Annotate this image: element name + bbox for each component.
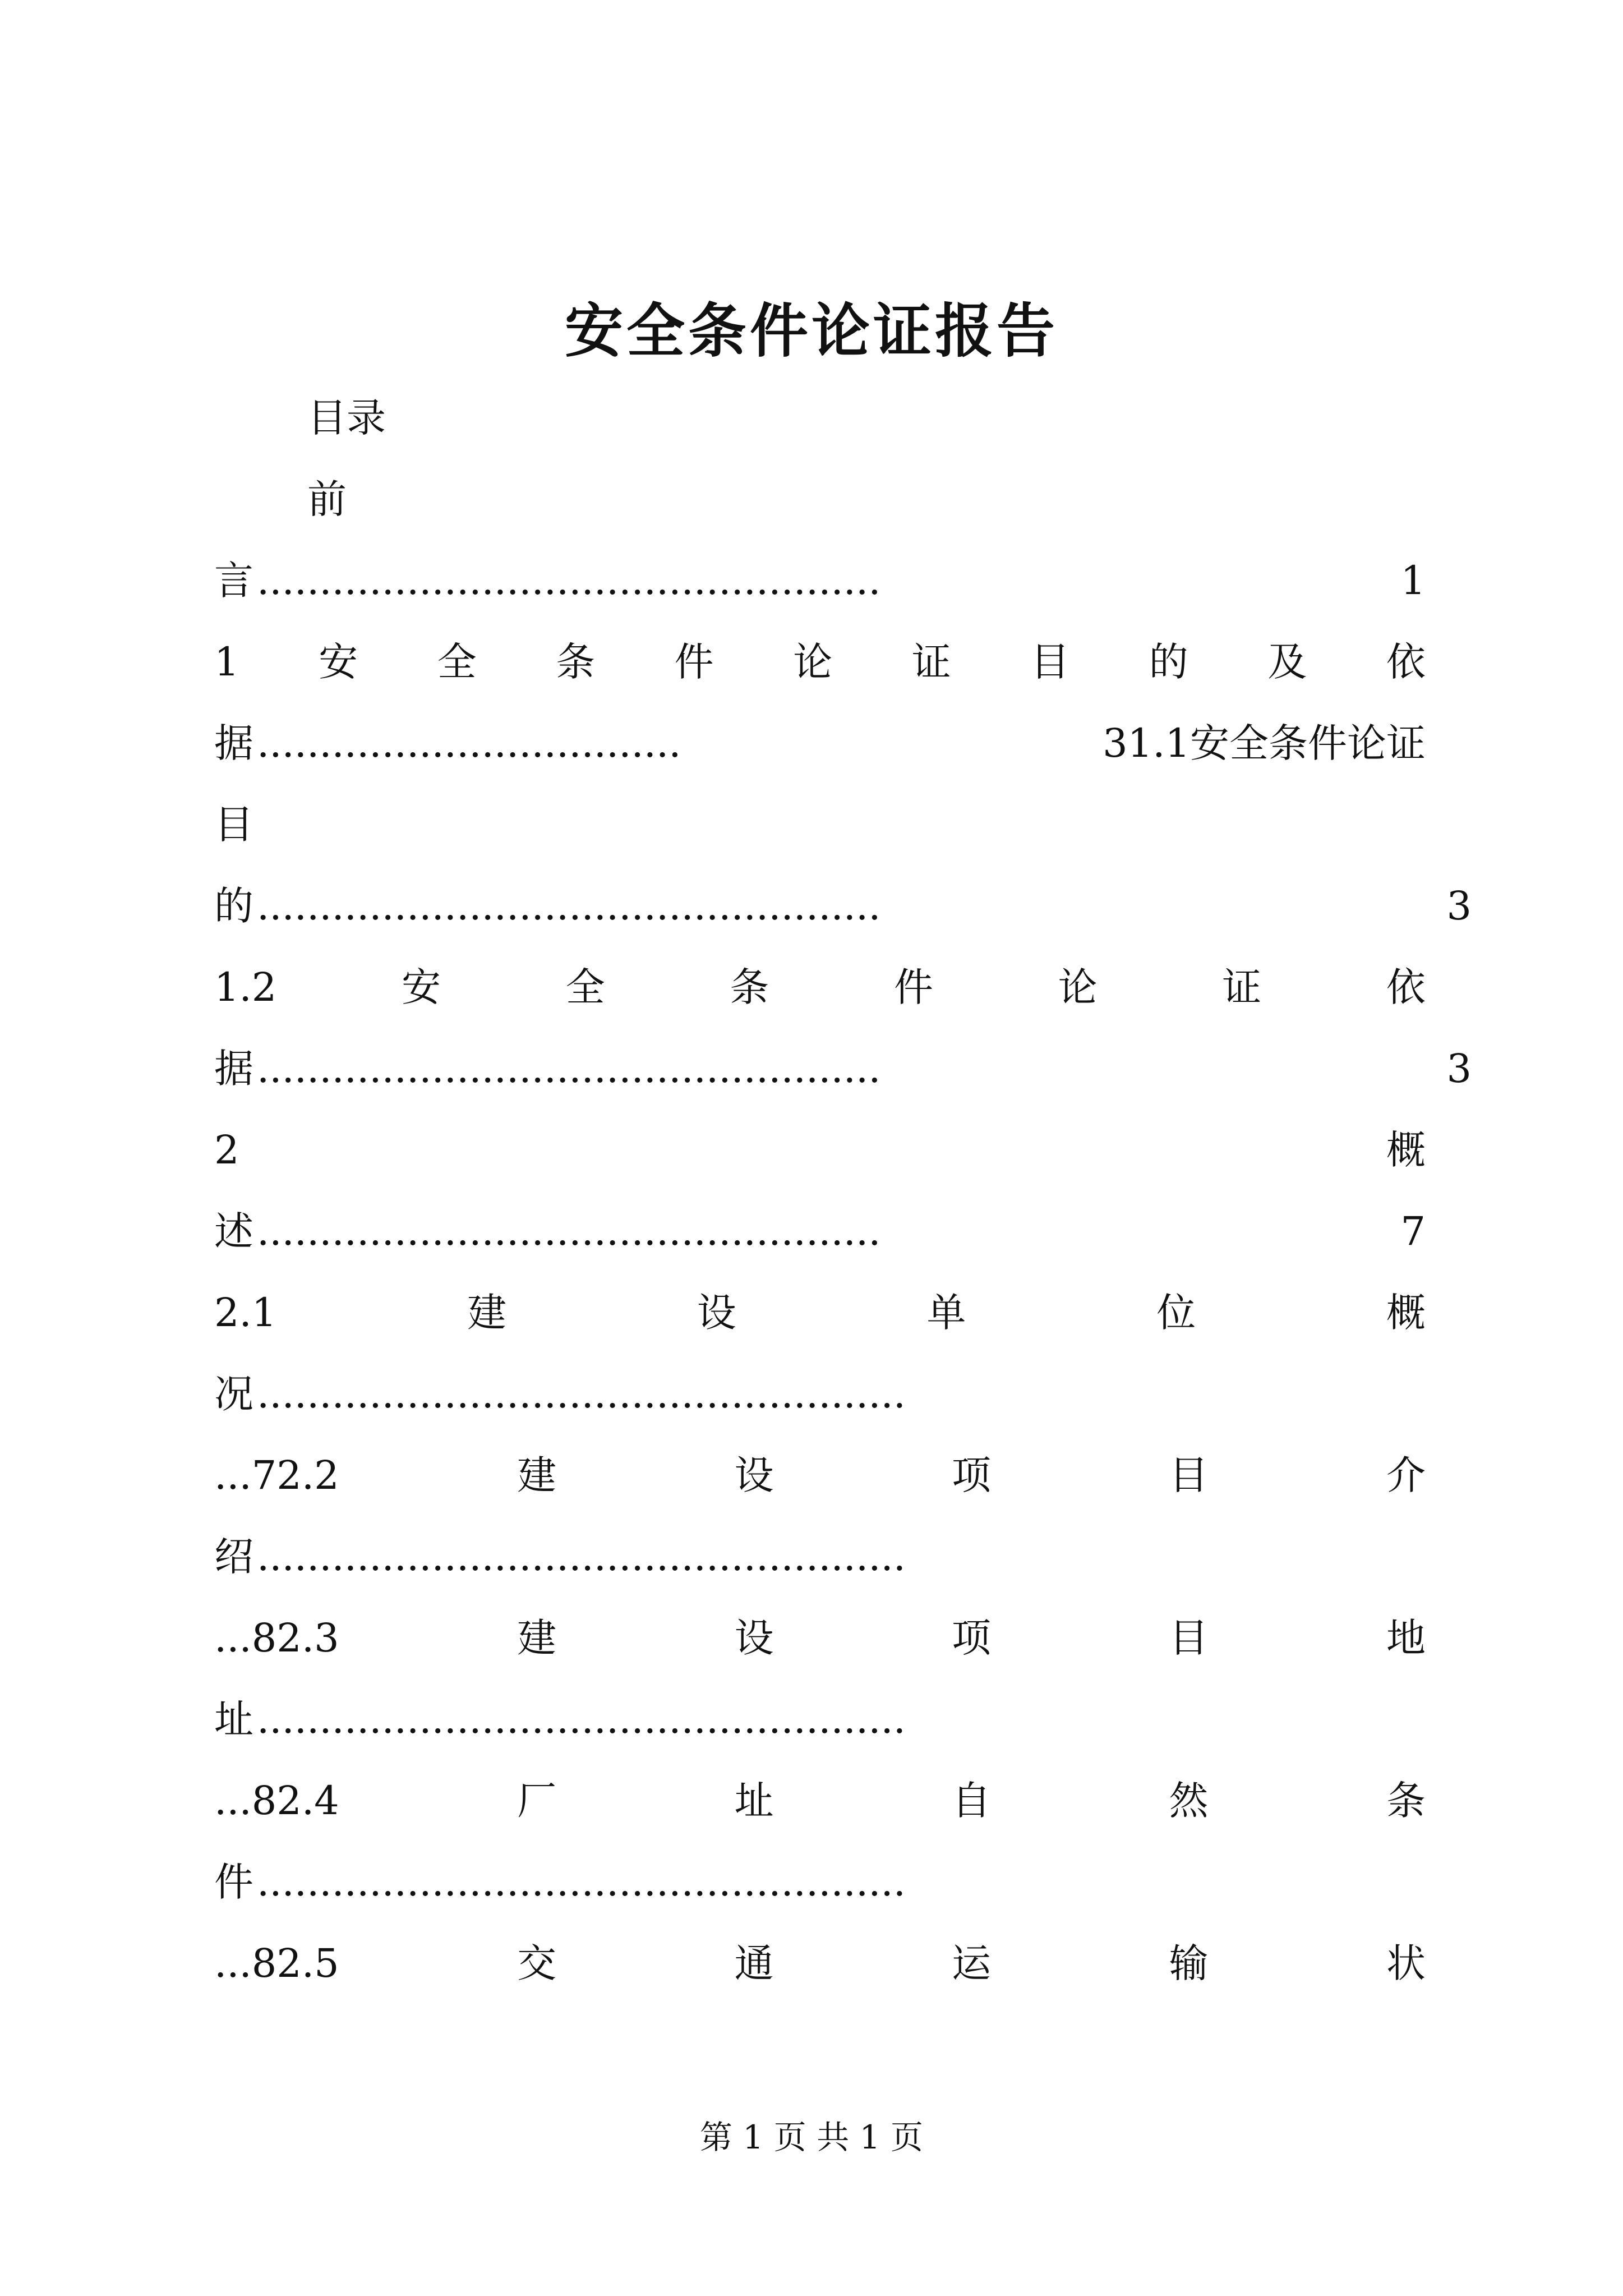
toc-char: 运 (952, 1940, 992, 1986)
toc-char: 件 (893, 964, 933, 1010)
toc-char: 件 (674, 639, 714, 685)
toc-label: 况 (214, 1371, 253, 1417)
toc-char: 安 (401, 964, 441, 1010)
toc-line (214, 1610, 1426, 1666)
toc-leader-dots: .................................. (257, 720, 681, 766)
toc-char: 地 (1386, 1615, 1426, 1661)
toc-label: 据 (214, 1046, 253, 1092)
toc-leader-dots: .................................................. (257, 558, 881, 604)
toc-section-number: 1 (214, 639, 239, 685)
toc-char: 建 (517, 1452, 557, 1498)
toc-line (214, 553, 1426, 609)
toc-char: 概 (1386, 1127, 1426, 1173)
toc-line (214, 1854, 1472, 1910)
toc-char: 位 (1156, 1290, 1196, 1336)
toc-char: 论 (1058, 964, 1098, 1010)
toc-char: 依 (1386, 639, 1426, 685)
toc-page-number: 3 (1446, 883, 1472, 929)
toc-char: 论 (793, 639, 833, 685)
toc-line (214, 1691, 1472, 1747)
toc-line (214, 1203, 1426, 1259)
toc-section-number: 2.1 (214, 1290, 277, 1336)
toc-char: 介 (1386, 1452, 1426, 1498)
toc-char: 的 (1149, 639, 1188, 685)
toc-line (214, 1529, 1472, 1585)
toc-line (214, 1285, 1426, 1341)
toc-char: 证 (911, 639, 951, 685)
toc-leader-dots: .................................................... (257, 1371, 906, 1417)
toc-leader-dots: .................................................... (257, 1534, 906, 1580)
toc-line (214, 1041, 1472, 1097)
toc-leader-dots: .................................................. (257, 883, 881, 929)
toc-char: 通 (734, 1940, 774, 1986)
toc-line (214, 1122, 1426, 1178)
toc-char: 状 (1386, 1940, 1426, 1986)
toc-char: 自 (952, 1778, 992, 1824)
toc-char: 条 (730, 964, 769, 1010)
toc-char: 全 (565, 964, 605, 1010)
toc-section-number: ...82.5 (214, 1940, 339, 1986)
toc-text: 目 (214, 802, 253, 848)
toc-line (214, 959, 1426, 1015)
toc-char: 设 (734, 1452, 774, 1498)
toc-section-number: ...72.2 (214, 1452, 339, 1498)
toc-label: 址 (214, 1696, 253, 1742)
toc-line (214, 1447, 1426, 1503)
toc-text: 前 (307, 476, 347, 522)
toc-char: 依 (1386, 964, 1426, 1010)
toc-char: 交 (517, 1940, 557, 1986)
toc-char: 及 (1267, 639, 1307, 685)
toc-char: 证 (1222, 964, 1262, 1010)
toc-section-number: 2 (214, 1127, 239, 1173)
toc-char: 条 (1386, 1778, 1426, 1824)
toc-char: 目 (1169, 1615, 1209, 1661)
toc-label: 述 (214, 1208, 253, 1254)
toc-leader-dots: .................................................... (257, 1696, 906, 1742)
toc-char: 条 (556, 639, 596, 685)
toc-char: 安 (319, 639, 358, 685)
toc-label: 言 (214, 558, 253, 604)
toc-char: 址 (734, 1778, 774, 1824)
toc-leader-dots: .................................................... (257, 1859, 906, 1905)
toc-char: 建 (467, 1290, 507, 1336)
toc-page-number: 31.1安全条件论证 (1103, 720, 1426, 766)
toc-line (214, 878, 1472, 934)
toc-char: 建 (517, 1615, 557, 1661)
document-title: 安全条件论证报告 (564, 296, 1058, 365)
toc-label: 绍 (214, 1534, 253, 1580)
toc-char: 设 (734, 1615, 774, 1661)
toc-line (214, 1366, 1472, 1422)
toc-char: 输 (1169, 1940, 1209, 1986)
toc-char: 项 (952, 1615, 992, 1661)
toc-line (307, 471, 1426, 527)
toc-char: 全 (437, 639, 477, 685)
toc-char: 目 (1030, 639, 1070, 685)
toc-char: 目 (1169, 1452, 1209, 1498)
toc-label: 件 (214, 1859, 253, 1905)
toc-label: 的 (214, 883, 253, 929)
toc-page-number: 1 (1400, 558, 1426, 604)
toc-char: 然 (1169, 1778, 1209, 1824)
toc-line (214, 1773, 1426, 1829)
toc-label: 据 (214, 720, 253, 766)
toc-section-number: 1.2 (214, 964, 277, 1010)
toc-line (214, 715, 1426, 771)
toc-section-number: ...82.4 (214, 1778, 339, 1824)
toc-line (214, 797, 1426, 853)
toc-leader-dots: .................................................. (257, 1208, 881, 1254)
toc-leader-dots: .................................................. (257, 1046, 881, 1092)
toc-line (214, 634, 1426, 690)
toc-line (214, 1935, 1426, 1991)
toc-section-number: ...82.3 (214, 1615, 339, 1661)
toc-page-number: 3 (1446, 1046, 1472, 1092)
toc-char: 项 (952, 1452, 992, 1498)
toc-page-number: 7 (1400, 1208, 1426, 1254)
toc-char: 概 (1386, 1290, 1426, 1336)
toc-heading: 目录 (307, 395, 386, 441)
toc-char: 单 (926, 1290, 966, 1336)
toc-char: 厂 (517, 1778, 557, 1824)
page-footer: 第 1 页 共 1 页 (700, 2118, 923, 2156)
toc-char: 设 (697, 1290, 736, 1336)
